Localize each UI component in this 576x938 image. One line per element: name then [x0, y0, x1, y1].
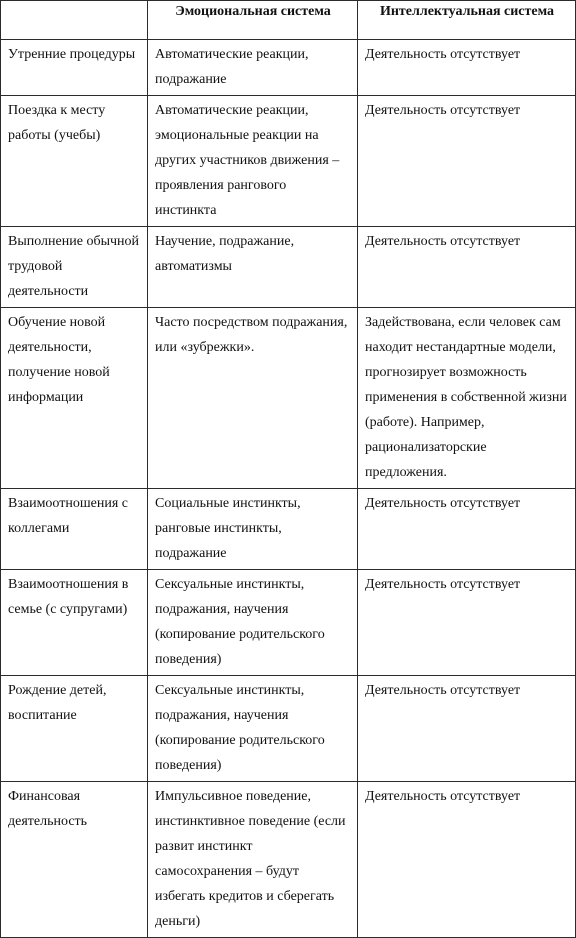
- intellectual-cell: Деятельность отсутствует: [358, 489, 576, 570]
- intellectual-cell: Деятельность отсутствует: [358, 782, 576, 938]
- intellectual-cell: Деятельность отсутствует: [358, 227, 576, 308]
- activity-cell: Выполнение обычной трудовой деятельности: [1, 227, 148, 308]
- intellectual-cell: Деятельность отсутствует: [358, 570, 576, 676]
- emotional-cell: Социальные инстинкты, ранговые инстинкты, подражание: [148, 489, 358, 570]
- header-cell-activity: [1, 1, 148, 40]
- intellectual-cell: Деятельность отсутствует: [358, 40, 576, 96]
- header-cell-emotional: Эмоциональная система: [148, 1, 358, 40]
- intellectual-cell: Деятельность отсутствует: [358, 96, 576, 227]
- header-cell-intellectual: Интеллектуальная система: [358, 1, 576, 40]
- table-body: [1, 40, 576, 938]
- table-row: [1, 227, 576, 308]
- emotional-cell: Автоматические реакции, подражание: [148, 40, 358, 96]
- table-header: [1, 1, 576, 40]
- emotional-cell: Часто посредством подражания, или «зубрежки».: [148, 308, 358, 489]
- emotional-cell: Импульсивное поведение, инстинктивное поведение (если развит инстинкт самосохранения – будут избегать кредитов и сберегать деньги): [148, 782, 358, 938]
- table-row: [1, 489, 576, 570]
- intellectual-cell: Деятельность отсутствует: [358, 676, 576, 782]
- emotional-cell: Сексуальные инстинкты, подражания, научения (копирование родительского поведения): [148, 570, 358, 676]
- activity-cell: Взаимоотношения в семье (с супругами): [1, 570, 148, 676]
- table-row: [1, 570, 576, 676]
- activity-cell: Финансовая деятельность: [1, 782, 148, 938]
- activity-cell: Взаимоотношения с коллегами: [1, 489, 148, 570]
- activity-cell: Обучение новой деятельности, получение новой информации: [1, 308, 148, 489]
- table-row: [1, 782, 576, 938]
- activity-cell: Рождение детей, воспитание: [1, 676, 148, 782]
- emotional-cell: Автоматические реакции, эмоциональные реакции на других участников движения – проявления рангового инстинкта: [148, 96, 358, 227]
- table-row: [1, 40, 576, 96]
- activity-cell: Утренние процедуры: [1, 40, 148, 96]
- header-row: [1, 1, 576, 40]
- table-row: [1, 308, 576, 489]
- intellectual-cell: Задействована, если человек сам находит нестандартные модели, прогнозирует возможность применения в собственной жизни (работе). Например, рационализаторские предложения.: [358, 308, 576, 489]
- emotional-cell: Сексуальные инстинкты, подражания, научения (копирование родительского поведения): [148, 676, 358, 782]
- activity-cell: Поездка к месту работы (учебы): [1, 96, 148, 227]
- table-row: [1, 96, 576, 227]
- emotional-cell: Научение, подражание, автоматизмы: [148, 227, 358, 308]
- table-row: [1, 676, 576, 782]
